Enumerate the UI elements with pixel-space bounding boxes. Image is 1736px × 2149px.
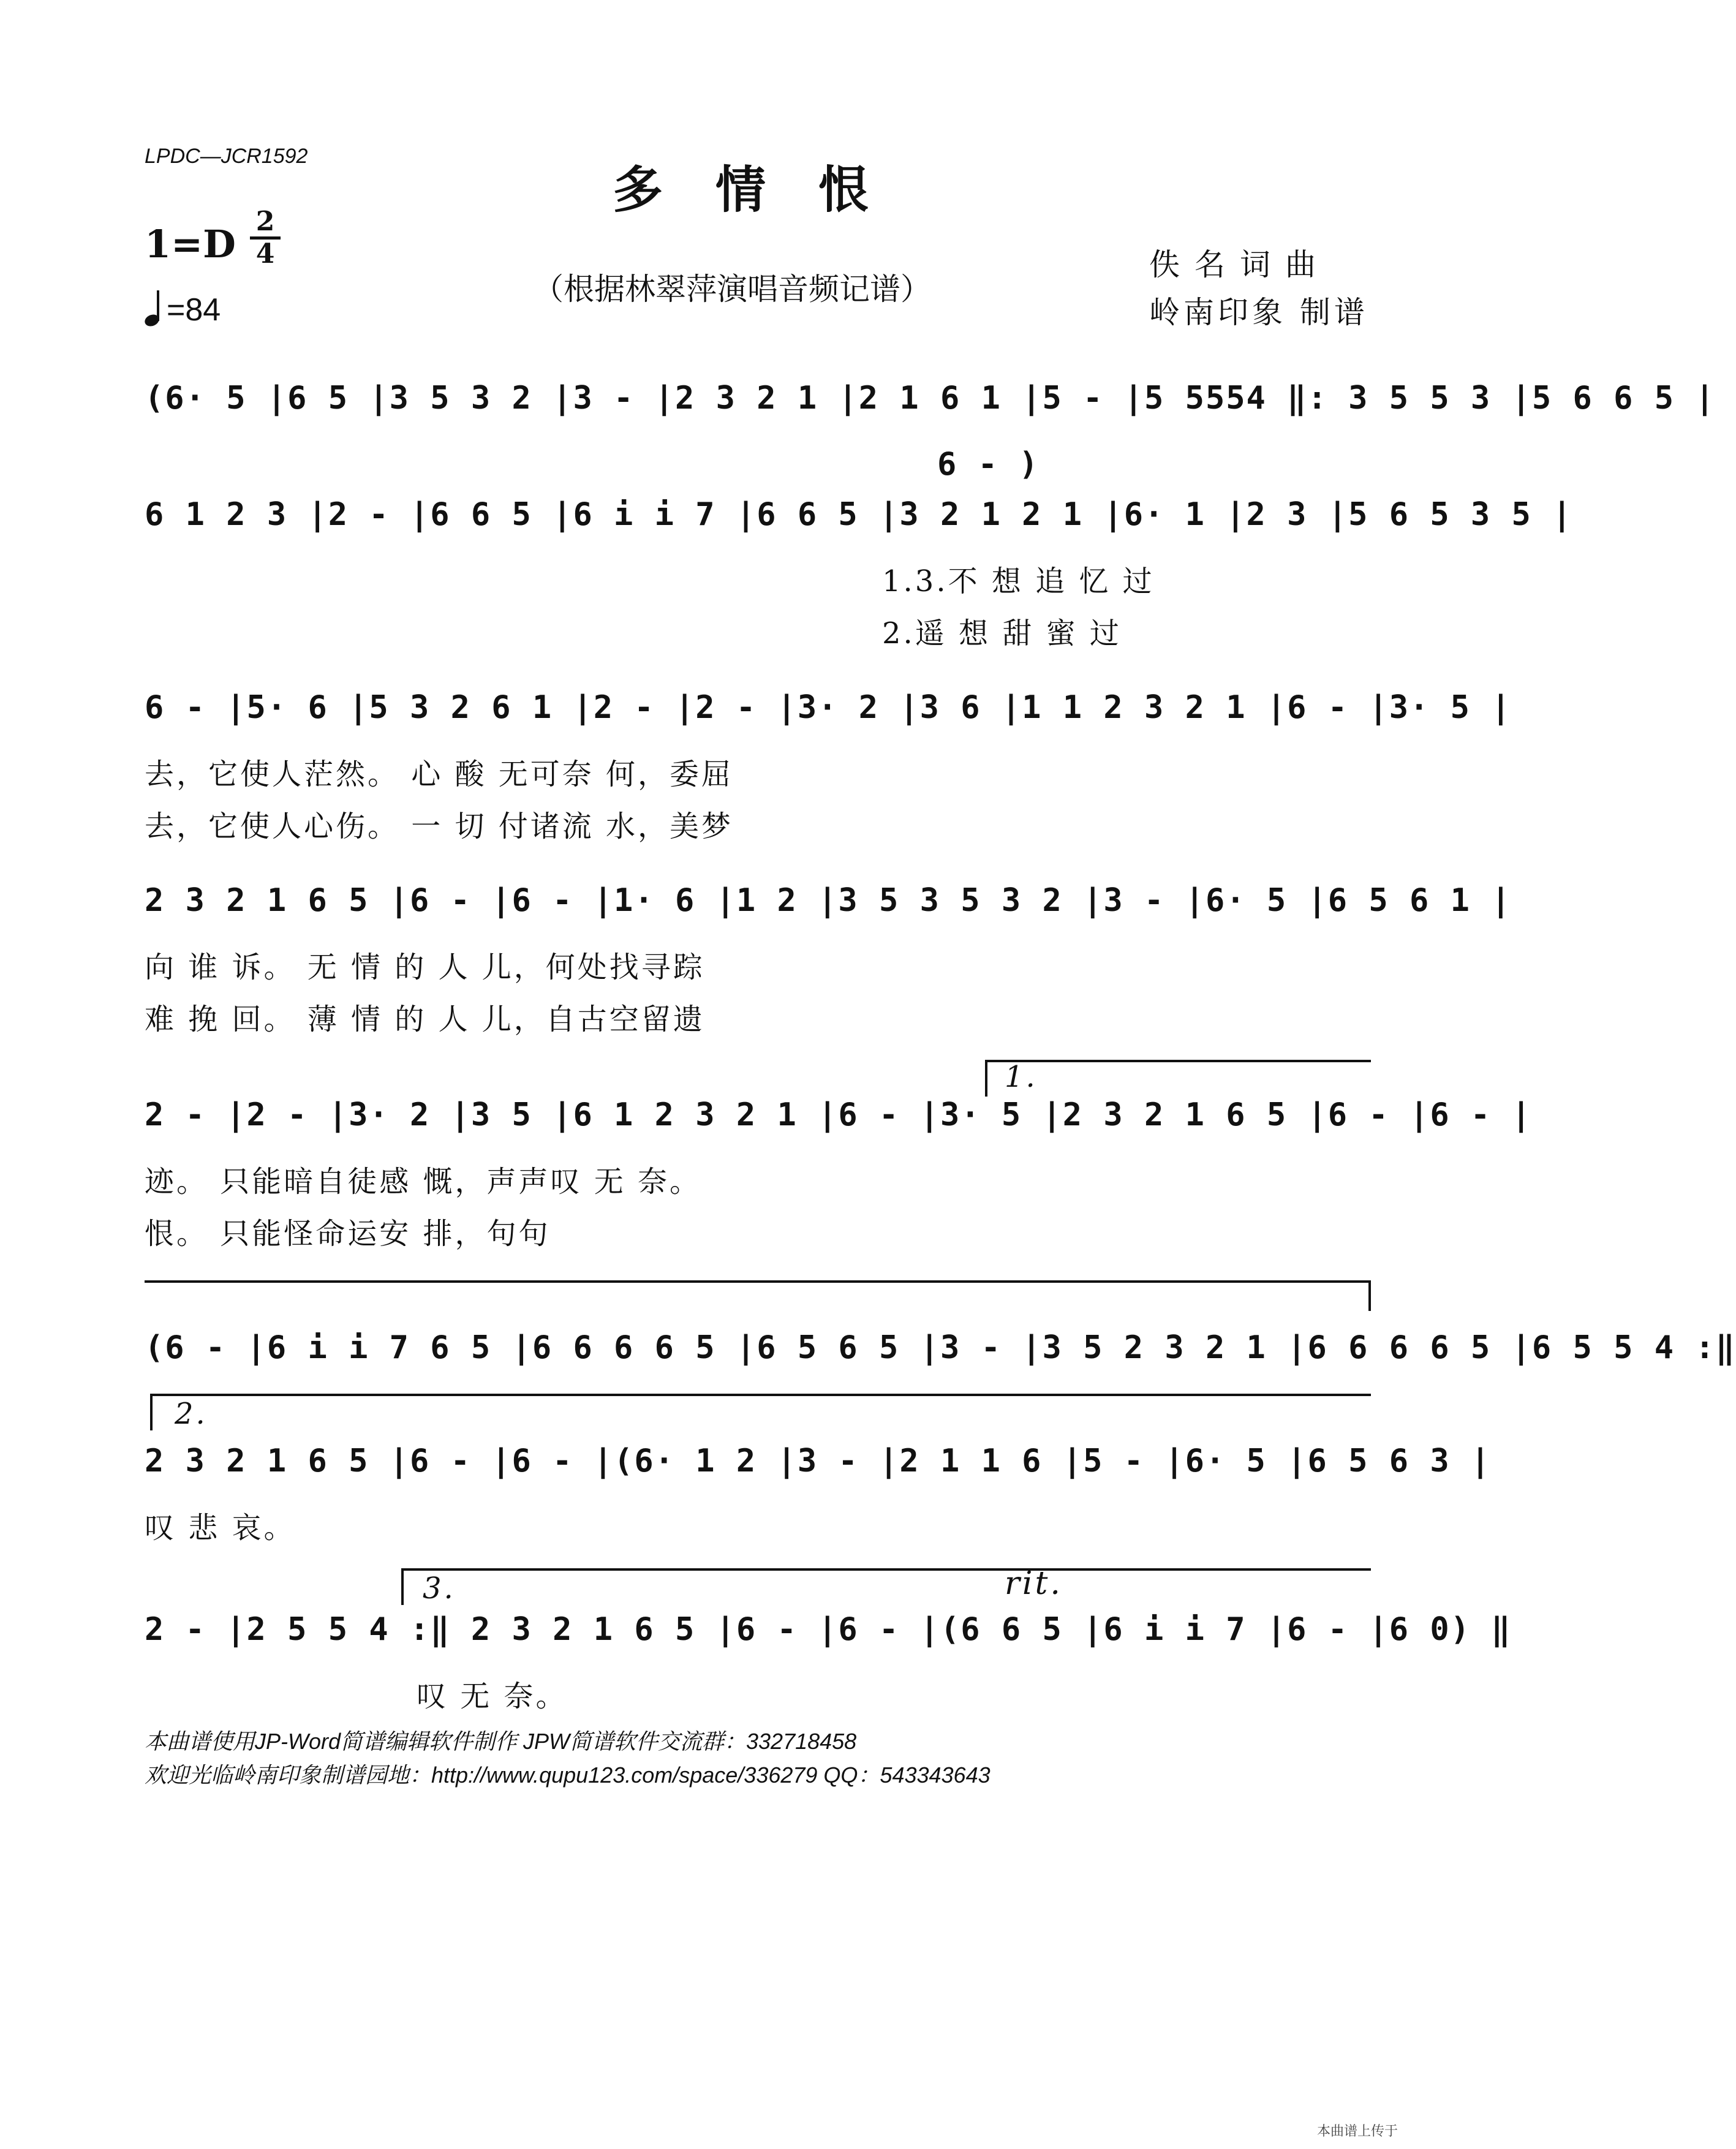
upload-stamp: 本曲谱上传于 bbox=[1317, 2124, 1398, 2139]
interlude-bracket bbox=[145, 1280, 1371, 1283]
volta-3-bracket bbox=[401, 1568, 1371, 1571]
footer-software: 本曲谱使用JP-Word简谱编辑软件制作 JPW简谱软件交流群：332718458 bbox=[145, 1729, 857, 1754]
lyric-line-5-verse-1: 迹。 只能暗自徒感 慨，声声叹 无 奈。 bbox=[145, 1165, 702, 1199]
time-bottom: 4 bbox=[255, 238, 275, 270]
volta-3-edge bbox=[401, 1568, 404, 1605]
credit-lyrics: 佚名词曲 bbox=[1149, 247, 1330, 282]
credit-notation: 岭南印象 制谱 bbox=[1149, 295, 1368, 330]
footer-website: 欢迎光临岭南印象制谱园地：http://www.qupu123.com/space/336279 QQ：543343643 bbox=[145, 1762, 991, 1788]
key-signature: 1=D bbox=[145, 222, 236, 266]
score-line-4: 2 3 2 1 6 5 |6 - |6 - |1· 6 |1 2 |3 5 3 5 3 2 |3 - |6· 5 |6 5 6 1 | bbox=[145, 882, 1512, 919]
lyric-line-4-verse-1: 向 谁 诉。 无 情 的 人 儿，何处找寻踪 bbox=[145, 950, 705, 984]
volta-2-label: 2. bbox=[175, 1397, 208, 1431]
time-signature bbox=[250, 208, 281, 268]
lyric-line-7: 叹 悲 哀。 bbox=[145, 1511, 296, 1545]
volta-1-label: 1. bbox=[1005, 1060, 1038, 1094]
page-title: 多情恨 bbox=[613, 161, 922, 219]
score-code: LPDC—JCR1592 bbox=[145, 145, 308, 168]
tempo-value: =84 bbox=[167, 292, 221, 328]
lyric-line-4-verse-2: 难 挽 回。 薄 情 的 人 儿，自古空留遗 bbox=[145, 1002, 705, 1037]
score-line-2: 6 1 2 3 |2 - |6 6 5 |6 i i 7 |6 6 5 |3 2 1 2 1 |6· 1 |2 3 |5 6 5 3 5 | bbox=[145, 496, 1573, 533]
score-line-3: 6 - |5· 6 |5 3 2 6 1 |2 - |2 - |3· 2 |3 6 |1 1 2 3 2 1 |6 - |3· 5 | bbox=[145, 689, 1512, 726]
score-line-7: 2 3 2 1 6 5 |6 - |6 - |(6· 1 2 |3 - |2 1 1 6 |5 - |6· 5 |6 5 6 3 | bbox=[145, 1443, 1492, 1479]
lyric-line-8: 叹 无 奈。 bbox=[417, 1679, 568, 1713]
lyric-line-2-verse-2: 2.遥 想 甜 蜜 过 bbox=[882, 616, 1122, 651]
volta-1-bracket bbox=[985, 1060, 1371, 1062]
time-top: 2 bbox=[255, 206, 275, 237]
tempo-mark bbox=[145, 292, 221, 328]
lyric-line-3-verse-2: 去，它使人心伤。 一 切 付诸流 水，美梦 bbox=[145, 809, 734, 844]
volta-2-bracket bbox=[150, 1394, 1371, 1396]
ritardando-mark: rit. bbox=[1005, 1565, 1063, 1602]
score-line-6: (6 - |6 i i 7 6 5 |6 6 6 6 5 |6 5 6 5 |3 - |3 5 2 3 2 1 |6 6 6 6 5 |6 5 5 4 :‖ bbox=[145, 1329, 1736, 1366]
volta-1-edge bbox=[985, 1060, 987, 1097]
interlude-bracket-edge bbox=[1368, 1280, 1371, 1311]
score-line-5: 2 - |2 - |3· 2 |3 5 |6 1 2 3 2 1 |6 - |3· 5 |2 3 2 1 6 5 |6 - |6 - | bbox=[145, 1097, 1532, 1133]
score-line-1: (6· 5 |6 5 |3 5 3 2 |3 - |2 3 2 1 |2 1 6 1 |5 - |5 5554 ‖: 3 5 5 3 |5 6 6 5 | bbox=[145, 380, 1716, 417]
score-line-1-tail: 6 - ) bbox=[937, 446, 1040, 483]
lyric-line-2-verse-1: 1.3.不 想 追 忆 过 bbox=[882, 564, 1155, 599]
lyric-line-5-verse-2: 恨。 只能怪命运安 排，句句 bbox=[145, 1217, 551, 1251]
quarter-note-icon bbox=[145, 294, 162, 328]
volta-2-edge bbox=[150, 1394, 153, 1430]
subtitle: （根据林翠萍演唱音频记谱） bbox=[533, 271, 931, 307]
score-line-8: 2 - |2 5 5 4 :‖ 2 3 2 1 6 5 |6 - |6 - |(6 6 5 |6 i i 7 |6 - |6 0) ‖ bbox=[145, 1611, 1512, 1648]
lyric-line-3-verse-1: 去，它使人茫然。 心 酸 无可奈 何，委屈 bbox=[145, 757, 734, 791]
volta-3-label: 3. bbox=[423, 1571, 456, 1606]
